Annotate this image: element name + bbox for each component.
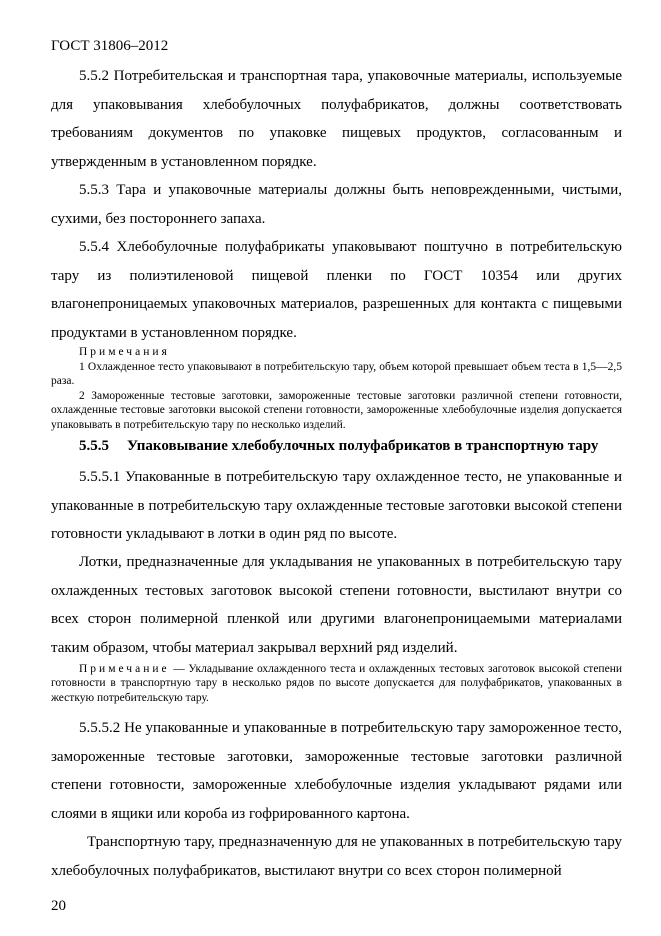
paragraph-5-5-2: 5.5.2 Потребительская и транспортная тара, упаковочные материалы, используемые для упаковывания хлебобулочных полуфабрикатов, должны соответствовать требованиям документов по упаковке пищевых продуктов, согласованным и утвержденным в установленном порядке. <box>51 68 622 170</box>
standard-header: ГОСТ 31806–2012 <box>51 38 169 54</box>
paragraph-5-5-5-2-continued: Транспортную тару, предназначенную для не упакованных в потребительскую тару хлебобулочных полуфабрикатов, выстилают внутри со всех сторон полимерной <box>51 834 622 879</box>
note-single <box>51 662 622 705</box>
paragraph-5-5-5-2: 5.5.5.2 Не упакованные и упакованные в потребительскую тару замороженное тесто, замороженные тестовые заготовки, замороженные тестовые заготовки различной степени готовности, замороженные хлебобулочные изделия укладывают рядами или слоями в ящики или короба из гофрированного картона. <box>51 720 622 822</box>
note-2: 2 Замороженные тестовые заготовки, замороженные тестовые заготовки различной степени готовности, охлажденные тестовые заготовки высокой степени готовности, замороженные хлебобулочные изделия допускается упаковывать в потребительскую тару по несколько изделий. <box>51 390 622 431</box>
paragraph-5-5-4: 5.5.4 Хлебобулочные полуфабрикаты упаковывают поштучно в потребительскую тару из полиэтиленовой пищевой пленки по ГОСТ 10354 или других влагонепроницаемых упаковочных материалов, разрешенных для контакта с пищевыми продуктами в установленном порядке. <box>51 239 622 341</box>
notes-heading: Примечания <box>79 346 170 358</box>
section-title: Упаковывание хлебобулочных полуфабрикатов в транспортную тару <box>127 438 599 454</box>
note-single-text: — Укладывание охлажденного теста и охлажденных тестовых заготовок высокой степени готовности в транспортную тару в несколько рядов по высоте допускается для полуфабрикатов, упакованных в жесткую потребительскую тару. <box>51 663 622 704</box>
note-single-label: Примечание <box>79 663 170 675</box>
section-number: 5.5.5 <box>79 438 109 454</box>
section-5-5-5-heading <box>79 438 598 455</box>
note-1: 1 Охлажденное тесто упаковывают в потребительскую тару, объем которой превышает объем теста в 1,5—2,5 раза. <box>51 361 622 388</box>
page-number: 20 <box>51 898 66 914</box>
paragraph-5-5-5-1-continued: Лотки, предназначенные для укладывания не упакованных в потребительскую тару охлажденных тестовых заготовок высокой степени готовности, выстилают внутри со всех сторон полимерной пленкой или другими влагонепроницаемыми материалами таким образом, чтобы материал закрывал верхний ряд изделий. <box>51 554 622 656</box>
paragraph-5-5-5-1: 5.5.5.1 Упакованные в потребительскую тару охлажденное тесто, не упакованные и упакованные в потребительскую тару охлажденные тестовые заготовки высокой степени готовности укладывают в лотки в один ряд по высоте. <box>51 469 622 543</box>
paragraph-5-5-3: 5.5.3 Тара и упаковочные материалы должны быть неповрежденными, чистыми, сухими, без постороннего запаха. <box>51 182 622 227</box>
notes-label <box>79 345 622 359</box>
